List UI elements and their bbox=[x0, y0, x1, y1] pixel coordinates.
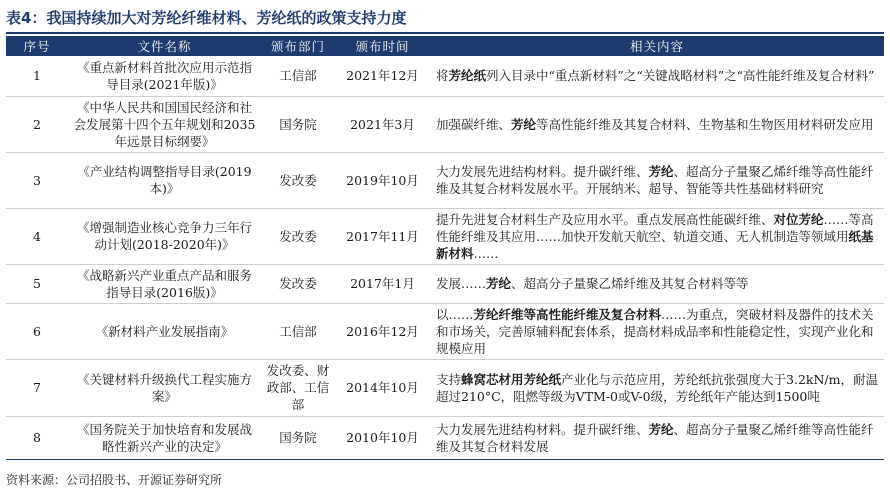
cell-content bbox=[430, 264, 884, 303]
cell-dept: 发改委 bbox=[261, 264, 335, 303]
cell-doc: 《关键材料升级换代工程实施方案》 bbox=[68, 359, 261, 416]
source-note: 资料来源：公司招股书、开源证券研究所 bbox=[6, 473, 223, 487]
table-row bbox=[6, 152, 884, 208]
content-text: 加强碳纤维、 bbox=[436, 116, 512, 132]
content-highlight: 对位芳纶 bbox=[773, 211, 824, 227]
cell-doc: 《战略新兴产业重点产品和服务指导目录(2016版)》 bbox=[68, 264, 261, 303]
content-text: ……等高性能纤维及其应用……加快开发航天航空、轨道交通、无人机制造等领域用 bbox=[436, 211, 874, 244]
cell-no: 3 bbox=[6, 152, 68, 208]
cell-time: 2014年10月 bbox=[335, 359, 430, 416]
table-row bbox=[6, 56, 884, 96]
table-row bbox=[6, 416, 884, 459]
title-rule bbox=[6, 32, 884, 34]
cell-content bbox=[430, 416, 884, 459]
policy-table bbox=[6, 36, 884, 460]
content-text: 等高性能纤维及其复合材料、生物基和生物医用材料研发应用 bbox=[536, 116, 874, 132]
cell-content bbox=[430, 152, 884, 208]
cell-no: 8 bbox=[6, 416, 68, 459]
cell-time: 2017年1月 bbox=[335, 264, 430, 303]
content-highlight: 芳纶纸 bbox=[448, 68, 487, 84]
cell-dept: 发改委 bbox=[261, 208, 335, 264]
content-text: 、超高分子量聚乙烯纤维等高性能纤维及其复合材料发展 bbox=[436, 421, 874, 454]
header-dept: 颁布部门 bbox=[261, 36, 335, 56]
cell-time: 2010年10月 bbox=[335, 416, 430, 459]
table-title: 表4：我国持续加大对芳纶纤维材料、芳纶纸的政策支持力度 bbox=[6, 9, 407, 27]
content-text: 提升先进复合材料生产及应用水平。重点发展高性能碳纤维、 bbox=[436, 211, 774, 227]
cell-doc: 《产业结构调整指导目录(2019本)》 bbox=[68, 152, 261, 208]
cell-no: 6 bbox=[6, 303, 68, 359]
cell-content bbox=[430, 359, 884, 416]
content-highlight: 蜂窝芯材用芳纶纸 bbox=[461, 371, 562, 387]
cell-no: 4 bbox=[6, 208, 68, 264]
content-highlight: 芳纶 bbox=[648, 421, 674, 437]
cell-no: 5 bbox=[6, 264, 68, 303]
cell-content bbox=[430, 56, 884, 96]
cell-dept: 国务院 bbox=[261, 416, 335, 459]
cell-dept: 发改委 bbox=[261, 152, 335, 208]
content-highlight: 芳纶 bbox=[648, 164, 674, 179]
content-highlight: 纸基新材料 bbox=[436, 228, 874, 261]
content-text: 支持 bbox=[436, 371, 462, 387]
content-text: 大力发展先进结构材料。提升碳纤维、 bbox=[436, 421, 649, 437]
content-text: 将 bbox=[436, 68, 449, 84]
content-highlight: 芳纶 bbox=[511, 116, 537, 132]
content-text: 、超高分子量聚乙烯纤维等高性能纤维及其复合材料发展水平。开展纳米、超导、智能等共性基础材料研究 bbox=[436, 164, 874, 196]
cell-doc: 《新材料产业发展指南》 bbox=[68, 303, 261, 359]
cell-dept: 发改委、财政部、工信部 bbox=[261, 359, 335, 416]
cell-doc: 《国务院关于加快培育和发展战略性新兴产业的决定》 bbox=[68, 416, 261, 459]
table-body bbox=[6, 56, 884, 459]
cell-content bbox=[430, 96, 884, 152]
cell-no: 2 bbox=[6, 96, 68, 152]
table-row bbox=[6, 96, 884, 152]
cell-content bbox=[430, 303, 884, 359]
content-text: ……为重点，突破材料及器件的技术关和市场关，完善原辅料配套体系，提高材料成品率和性能稳定性，实现产业化和规模应用 bbox=[436, 306, 874, 356]
header-no: 序号 bbox=[6, 36, 68, 56]
table-row bbox=[6, 208, 884, 264]
cell-no: 1 bbox=[6, 56, 68, 96]
cell-dept: 工信部 bbox=[261, 303, 335, 359]
content-text: 、超高分子量聚乙烯纤维及其复合材料等等 bbox=[511, 276, 749, 291]
cell-doc: 《增强制造业核心竞争力三年行动计划(2018-2020年)》 bbox=[68, 208, 261, 264]
table-row bbox=[6, 359, 884, 416]
cell-no: 7 bbox=[6, 359, 68, 416]
content-text: 以…… bbox=[436, 306, 474, 322]
content-text: 列入目录中“重点新材料”之“关键战略材料”之“高性能纤维及复合材料” bbox=[486, 68, 875, 84]
cell-time: 2021年3月 bbox=[335, 96, 430, 152]
cell-dept: 国务院 bbox=[261, 96, 335, 152]
content-text: 发展…… bbox=[436, 276, 487, 291]
cell-time: 2017年11月 bbox=[335, 208, 430, 264]
content-text: 大力发展先进结构材料。提升碳纤维、 bbox=[436, 164, 649, 179]
cell-dept: 工信部 bbox=[261, 56, 335, 96]
content-text: …… bbox=[473, 245, 499, 261]
header-content: 相关内容 bbox=[430, 36, 884, 56]
table-header-row bbox=[6, 36, 884, 56]
table-row bbox=[6, 264, 884, 303]
content-highlight: 芳纶纤维等高性能纤维及复合材料 bbox=[473, 306, 662, 322]
header-doc: 文件名称 bbox=[68, 36, 261, 56]
content-highlight: 芳纶 bbox=[486, 276, 512, 291]
cell-time: 2021年12月 bbox=[335, 56, 430, 96]
cell-doc: 《重点新材料首批次应用示范指导目录(2021年版)》 bbox=[68, 56, 261, 96]
table-row bbox=[6, 303, 884, 359]
header-time: 颁布时间 bbox=[335, 36, 430, 56]
cell-doc: 《中华人民共和国国民经济和社会发展第十四个五年规划和2035年远景目标纲要》 bbox=[68, 96, 261, 152]
content-text: 产业化与示范应用，芳纶纸抗张强度大于3.2kN/m，耐温超过210°C，阻燃等级为VTM-0或V-0级，芳纶纸年产能达到1500吨 bbox=[436, 371, 878, 404]
cell-time: 2016年12月 bbox=[335, 303, 430, 359]
cell-content bbox=[430, 208, 884, 264]
cell-time: 2019年10月 bbox=[335, 152, 430, 208]
